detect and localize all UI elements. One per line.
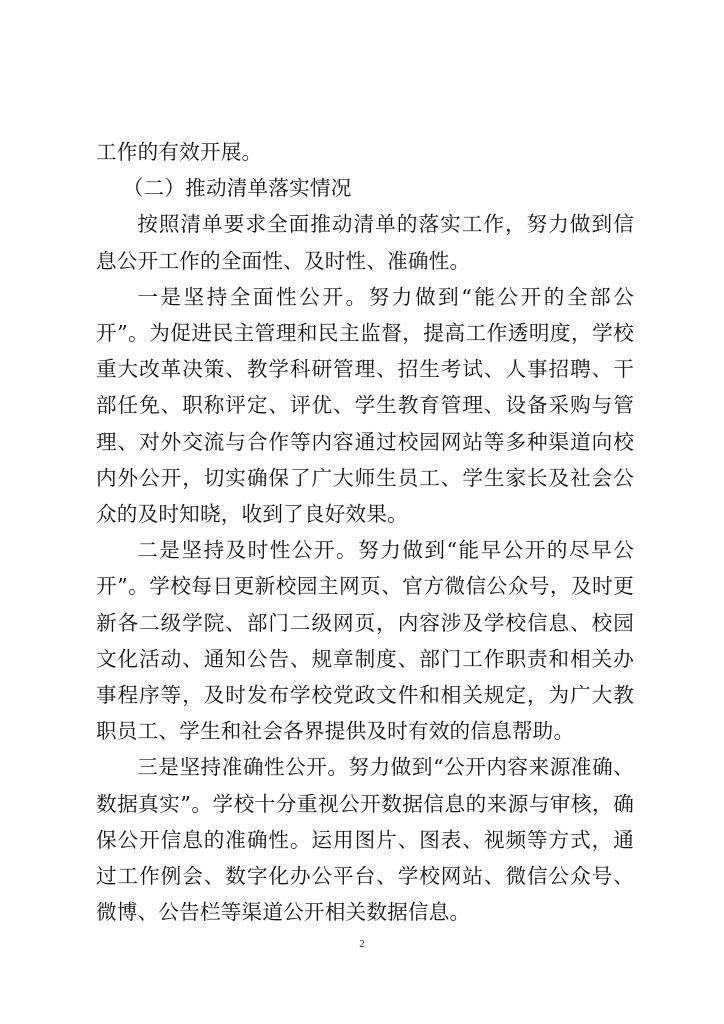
paragraph-timely: 二是坚持及时性公开。努力做到“能早公开的尽早公开”。学校每日更新校园主网页、官方微信公众号，及时更新各二级学院、部门二级网页，内容涉及学校信息、校园文化活动、通知公告、规章制度、部门工作职责和相关办事程序等，及时发布学校党政文件和相关规定，为广大教职员工、学生和社会各界提供及时有效的信息帮助。 xyxy=(96,538,634,744)
section-heading: （二）推动清单落实情况 xyxy=(122,176,352,201)
paragraph-accurate: 三是坚持准确性公开。努力做到“公开内容来源准确、数据真实”。学校十分重视公开数据信息的来源与审核，确保公开信息的准确性。运用图片、图表、视频等方式，通过工作例会、数字化办公平台、学校网站、微信公众号、微博、公告栏等渠道公开相关数据信息。 xyxy=(96,755,634,925)
paragraph-continuation: 工作的有效开展。 xyxy=(96,140,263,164)
paragraph-intro: 按照清单要求全面推动清单的落实工作，努力做到信息公开工作的全面性、及时性、准确性。 xyxy=(96,212,634,273)
document-body xyxy=(96,134,634,930)
paragraph-comprehensive: 一是坚持全面性公开。努力做到“能公开的全部公开”。为促进民主管理和民主监督，提高工作透明度，学校重大改革决策、教学科研管理、招生考试、人事招聘、干部任免、职称评定、评优、学生教育管理、设备采购与管理、对外交流与合作等内容通过校园网站等多种渠道向校内外公开，切实确保了广大师生员工、学生家长及社会公众的及时知晓，收到了良好效果。 xyxy=(96,284,634,527)
page-number: 2 xyxy=(359,938,365,950)
